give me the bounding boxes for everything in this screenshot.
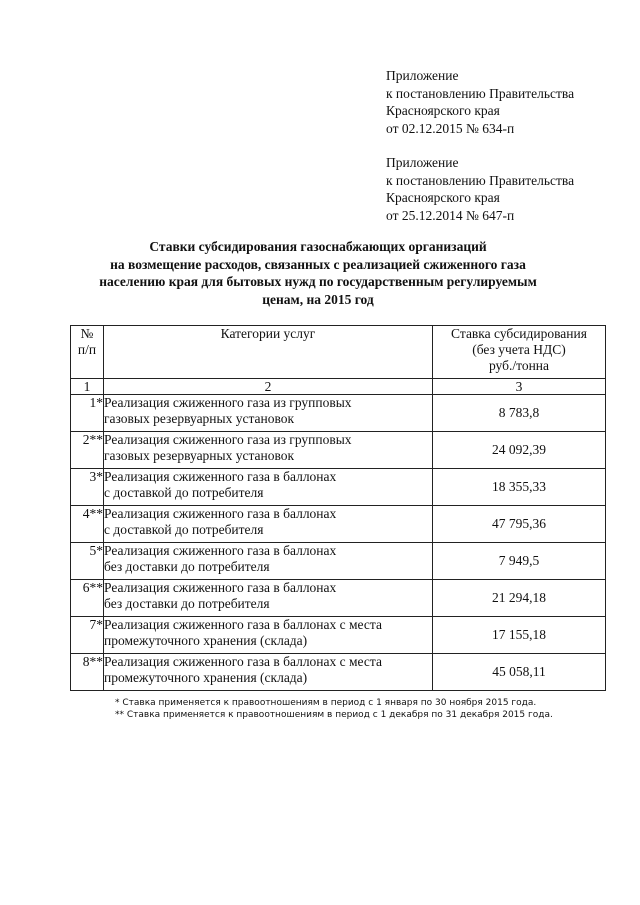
row-rate: 21 294,18 <box>433 580 606 617</box>
row-number: 7* <box>71 617 104 654</box>
row-category: Реализация сжиженного газа в баллонах с места промежуточного хранения (склада) <box>104 617 433 654</box>
table-row <box>71 543 606 580</box>
title-line: на возмещение расходов, связанных с реализацией сжиженного газа <box>110 256 526 272</box>
document-title <box>68 238 568 308</box>
table-row <box>71 580 606 617</box>
appendix-line: Красноярского края <box>386 190 500 205</box>
appendix-original-block <box>386 154 631 224</box>
table-header-row <box>71 326 606 379</box>
table-row <box>71 432 606 469</box>
row-rate: 8 783,8 <box>433 395 606 432</box>
row-number: 3* <box>71 469 104 506</box>
header-num: № п/п <box>71 326 104 379</box>
row-number: 1* <box>71 395 104 432</box>
row-number: 2** <box>71 432 104 469</box>
row-rate: 47 795,36 <box>433 506 606 543</box>
footnote-double-asterisk: ** Ставка применяется к правоотношениям в период с 1 декабря по 31 декабря 2015 года. <box>115 710 553 720</box>
row-rate: 45 058,11 <box>433 654 606 691</box>
appendix-line: от 02.12.2015 № 634-п <box>386 120 515 136</box>
table-row <box>71 506 606 543</box>
appendix-line: от 25.12.2014 № 647-п <box>386 207 515 223</box>
row-rate: 17 155,18 <box>433 617 606 654</box>
rates-table <box>70 325 606 691</box>
table-row <box>71 617 606 654</box>
header-category: Категории услуг <box>104 326 433 379</box>
row-category: Реализация сжиженного газа из групповых газовых резервуарных установок <box>104 395 433 432</box>
row-category: Реализация сжиженного газа в баллонах с доставкой до потребителя <box>104 506 433 543</box>
title-line: населению края для бытовых нужд по государственным регулируемым <box>99 274 537 289</box>
row-category: Реализация сжиженного газа из групповых газовых резервуарных установок <box>104 432 433 469</box>
header-rate: Ставка субсидирования (без учета НДС) руб./тонна <box>433 326 606 379</box>
table-row <box>71 395 606 432</box>
row-rate: 24 092,39 <box>433 432 606 469</box>
appendix-line: Приложение <box>386 155 459 170</box>
row-number: 5* <box>71 543 104 580</box>
column-number-row <box>71 379 606 395</box>
title-line: Ставки субсидирования газоснабжающих организаций <box>149 239 487 254</box>
row-number: 8** <box>71 654 104 691</box>
row-number: 6** <box>71 580 104 617</box>
row-rate: 18 355,33 <box>433 469 606 506</box>
footnote-single-asterisk: * Ставка применяется к правоотношениям в период с 1 января по 30 ноября 2015 года. <box>115 698 537 708</box>
appendix-line: к постановлению Правительства <box>386 172 575 188</box>
appendix-line: Приложение <box>386 68 459 83</box>
row-rate: 7 949,5 <box>433 543 606 580</box>
column-number: 3 <box>433 379 606 395</box>
row-category: Реализация сжиженного газа в баллонах с места промежуточного хранения (склада) <box>104 654 433 691</box>
table-row <box>71 469 606 506</box>
row-category: Реализация сжиженного газа в баллонах с доставкой до потребителя <box>104 469 433 506</box>
row-category: Реализация сжиженного газа в баллонах без доставки до потребителя <box>104 543 433 580</box>
column-number: 1 <box>71 379 104 395</box>
table-row <box>71 654 606 691</box>
title-line: ценам, на 2015 год <box>262 291 374 307</box>
column-number: 2 <box>104 379 433 395</box>
row-category: Реализация сжиженного газа в баллонах без доставки до потребителя <box>104 580 433 617</box>
row-number: 4** <box>71 506 104 543</box>
appendix-line: Красноярского края <box>386 103 500 118</box>
appendix-line: к постановлению Правительства <box>386 85 575 101</box>
appendix-current-block <box>386 67 631 137</box>
